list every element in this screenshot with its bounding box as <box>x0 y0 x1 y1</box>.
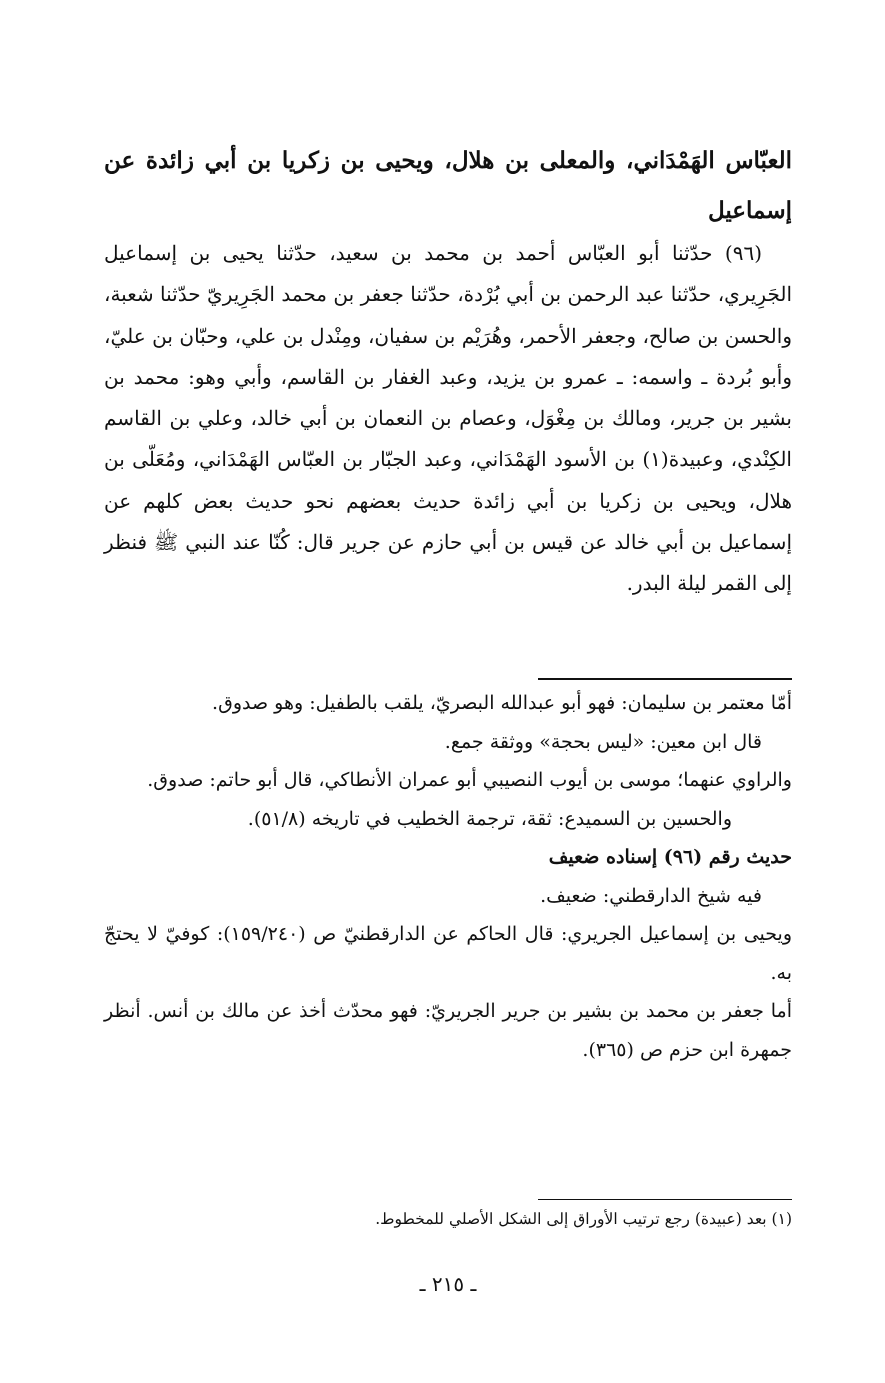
section-heading: العبّاس الهَمْدَاني، والمعلى بن هلال، ويحيى بن زكريا بن أبي زائدة عن إسماعيل <box>104 147 792 224</box>
note-paragraph: والحسين بن السميدع: ثقة، ترجمة الخطيب في تاريخه (٥١/٨). <box>247 807 732 830</box>
footnote-divider <box>538 1199 792 1200</box>
note-paragraph: قال ابن معين: «ليس بحجة» ووثقة جمع. <box>444 730 762 753</box>
note-heading: حديث رقم (٩٦) إسناده ضعيف <box>548 846 792 868</box>
notes-divider <box>538 678 792 680</box>
hadith-body <box>104 233 792 605</box>
note-paragraph: والراوي عنهما؛ موسى بن أيوب النصيبي أبو عمران الأنطاكي، قال أبو حاتم: صدوق. <box>147 769 792 791</box>
notes-section <box>104 684 792 1069</box>
note-paragraph: أمّا معتمر بن سليمان: فهو أبو عبدالله البصريّ، يلقب بالطفيل: وهو صدوق. <box>212 692 792 714</box>
book-page <box>104 0 792 1383</box>
hadith-96-text: (٩٦) حدّثنا أبو العبّاس أحمد بن محمد بن سعيد، حدّثنا يحيى بن إسماعيل الجَرِيري، حدّثنا عبد الرحمن بن أبي بُرْدة، حدّثنا جعفر بن محمد الجَرِيريّ حدّثنا شعبة، والحسن بن صالح، وجعفر الأحمر، وهُرَيْم بن سفيان، ومِنْدل بن علي، وحبّان بن عليّ، وأبو بُردة ـ واسمه: ـ عمرو بن يزيد، وعبد الغفار بن القاسم، وأبي وهو: محمد بن بشير بن جرير، ومالك بن مِغْوَل، وعصام بن النعمان بن أبي خالد، وعلي بن القاسم الكِنْدي، وعبيدة(١) بن الأسود الهَمْدَاني، وعبد الجبّار بن العبّاس الهَمْدَاني، ومُعَلّى بن هلال، ويحيى بن زكريا بن أبي زائدة حديث بعضهم نحو حديث بعض كلهم عن إسماعيل بن أبي خالد عن قيس بن أبي حازم عن جرير قال: كُنّا عند النبي ﷺ فنظر إلى القمر ليلة البدر. <box>104 241 792 596</box>
note-paragraph: أما جعفر بن محمد بن بشير بن جرير الجريريّ: فهو محدّث أخذ عن مالك بن أنس. أنظر جمهرة ابن حزم ص (٣٦٥). <box>104 1000 792 1061</box>
note-paragraph: ويحيى بن إسماعيل الجريري: قال الحاكم عن الدارقطنيّ ص (١٥٩/٢٤٠): كوفيّ لا يحتجّ به. <box>104 923 792 984</box>
note-paragraph: فيه شيخ الدارقطني: ضعيف. <box>540 884 762 907</box>
page-number: ـ ٢١٥ ـ <box>419 1272 477 1296</box>
footnote: (١) بعد (عبيدة) رجع ترتيب الأوراق إلى الشكل الأصلي للمخطوط. <box>375 1210 792 1228</box>
